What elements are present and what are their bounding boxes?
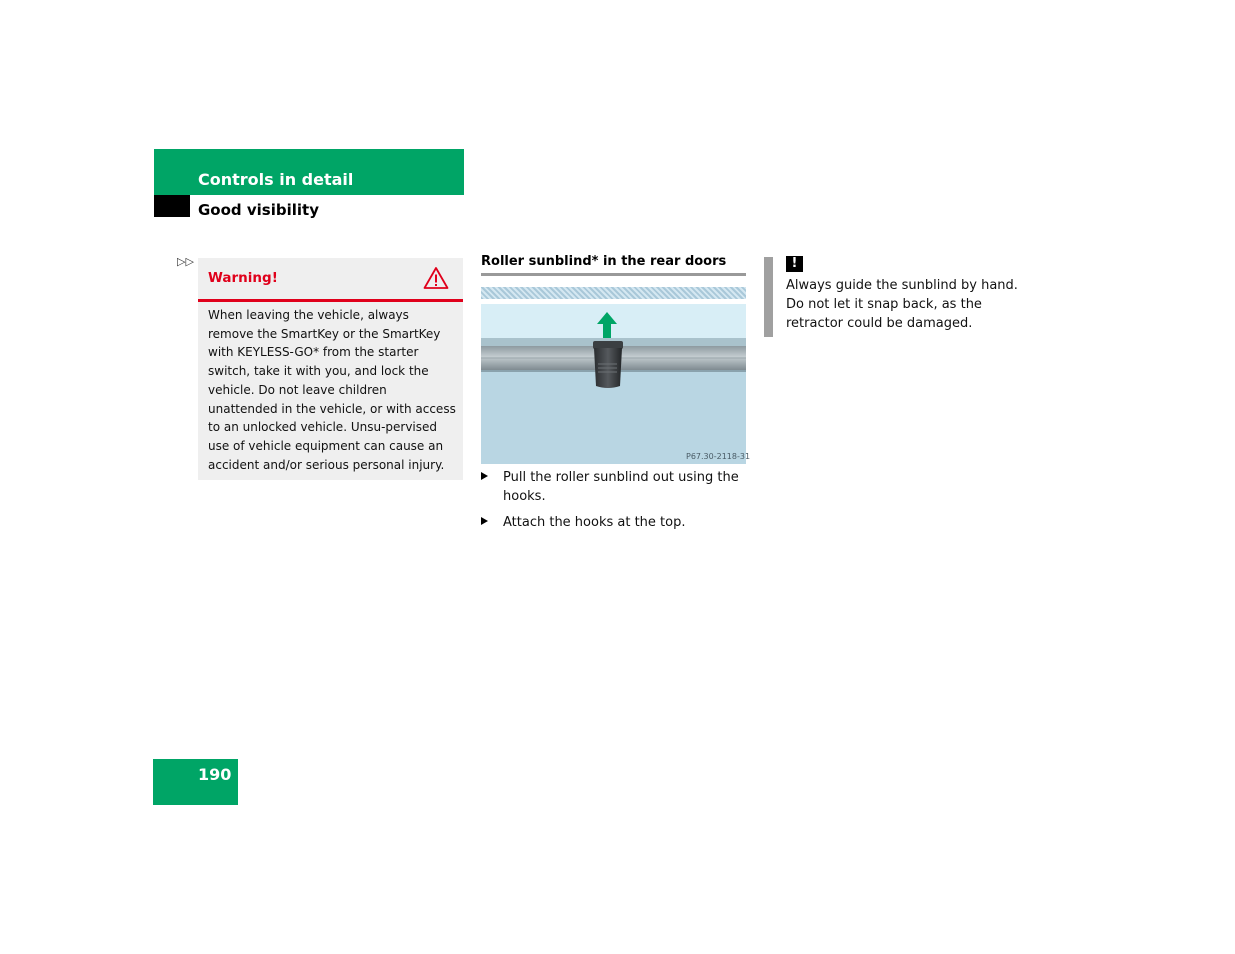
section-title: Roller sunblind* in the rear doors	[481, 254, 727, 269]
continuation-marker: ▷▷	[177, 255, 194, 268]
warning-text: When leaving the vehicle, always remove the SmartKey or the SmartKey with KEYLESS-GO* from the starter switch, take it with you, and lock the vehicle. Do not leave children unattended in the vehicle, or with access to an unlocked vehicle. Unsu-pervised use of vehicle equipment can cause an accident and/or serious personal injury.	[208, 308, 456, 472]
warning-title: Warning!	[208, 270, 278, 286]
step-text: Pull the roller sunblind out using the hooks.	[503, 470, 739, 504]
figure-pattern-strip	[481, 287, 746, 299]
warning-triangle-icon	[423, 266, 449, 290]
sunblind-illustration	[481, 304, 746, 464]
warning-header	[198, 258, 463, 302]
caution-icon: !	[786, 256, 803, 272]
section-marker	[154, 195, 190, 217]
sunblind-figure	[481, 304, 751, 464]
note-bar	[764, 257, 773, 337]
page-number: 190	[198, 765, 232, 784]
note-text: Always guide the sunblind by hand. Do not let it snap back, as the retractor could be damaged.	[786, 278, 1018, 331]
bullet-arrow-icon	[481, 517, 488, 525]
bullet-arrow-icon	[481, 472, 488, 480]
step-text: Attach the hooks at the top.	[503, 515, 686, 530]
chapter-title: Controls in detail	[198, 170, 354, 189]
warning-box	[198, 258, 463, 480]
section-title-rule	[481, 273, 746, 276]
section-subtitle: Good visibility	[198, 201, 319, 219]
figure-code: P67.30-2118-31	[686, 452, 751, 461]
